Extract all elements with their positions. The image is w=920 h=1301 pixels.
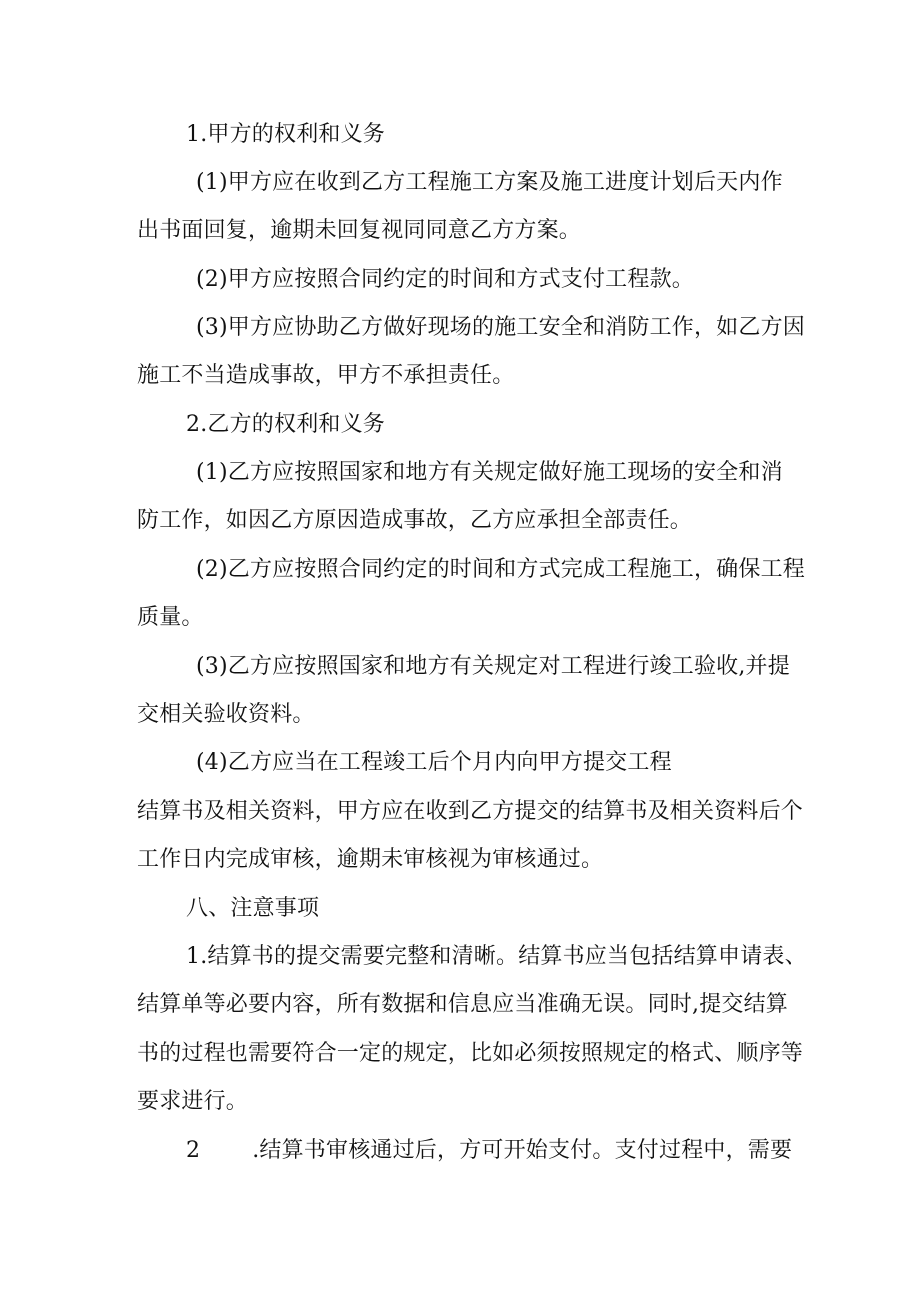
section-heading-party-b: 2.乙方的权利和义务 — [186, 412, 385, 437]
party-b-item-2-line-2: 质量。 — [137, 605, 204, 630]
party-b-item-3-line-1: (3)乙方应按照国家和地方有关规定对工程进行竣工验收,并提 — [196, 654, 790, 679]
party-a-item-3-line-2: 施工不当造成事故，甲方不承担责任。 — [137, 363, 515, 388]
party-b-item-1-line-1: (1)乙方应按照国家和地方有关规定做好施工现场的安全和消 — [196, 460, 783, 485]
party-b-item-3-line-2: 交相关验收资料。 — [137, 702, 315, 727]
note-2-text: .结算书审核通过后，方可开始支付。支付过程中，需要 — [252, 1138, 793, 1163]
note-1-line-4: 要求进行。 — [137, 1089, 249, 1114]
party-a-item-1-line-2: 出书面回复，逾期未回复视同同意乙方方案。 — [137, 218, 582, 243]
party-a-item-3-line-1: (3)甲方应协助乙方做好现场的施工安全和消防工作，如乙方因 — [196, 315, 805, 340]
party-b-item-4-line-1: (4)乙方应当在工程竣工后个月内向甲方提交工程 — [196, 750, 672, 775]
section-heading-party-a: 1.甲方的权利和义务 — [186, 122, 385, 147]
note-2-line-1 — [186, 1136, 792, 1166]
party-b-item-2-line-1: (2)乙方应按照合同约定的时间和方式完成工程施工，确保工程 — [196, 557, 805, 582]
note-1-line-3: 书的过程也需要符合一定的规定，比如必须按照规定的格式、顺序等 — [137, 1041, 804, 1066]
section-heading-notes: 八、注意事项 — [186, 896, 320, 921]
party-b-item-1-line-2: 防工作，如因乙方原因造成事故，乙方应承担全部责任。 — [137, 508, 693, 533]
note-1-line-2: 结算单等必要内容，所有数据和信息应当准确无误。同时,提交结算 — [137, 992, 788, 1017]
party-b-item-4-line-2: 结算书及相关资料，甲方应在收到乙方提交的结算书及相关资料后个 — [137, 799, 804, 824]
party-b-item-4-line-3: 工作日内完成审核，逾期未审核视为审核通过。 — [137, 847, 604, 872]
party-a-item-2: (2)甲方应按照合同约定的时间和方式支付工程款。 — [196, 267, 694, 292]
party-a-item-1-line-1: (1)甲方应在收到乙方工程施工方案及施工进度计划后天内作 — [196, 170, 783, 195]
note-2-number: 2 — [186, 1138, 201, 1163]
note-1-line-1: 1.结算书的提交需要完整和清晰。结算书应当包括结算申请表、 — [186, 944, 807, 969]
